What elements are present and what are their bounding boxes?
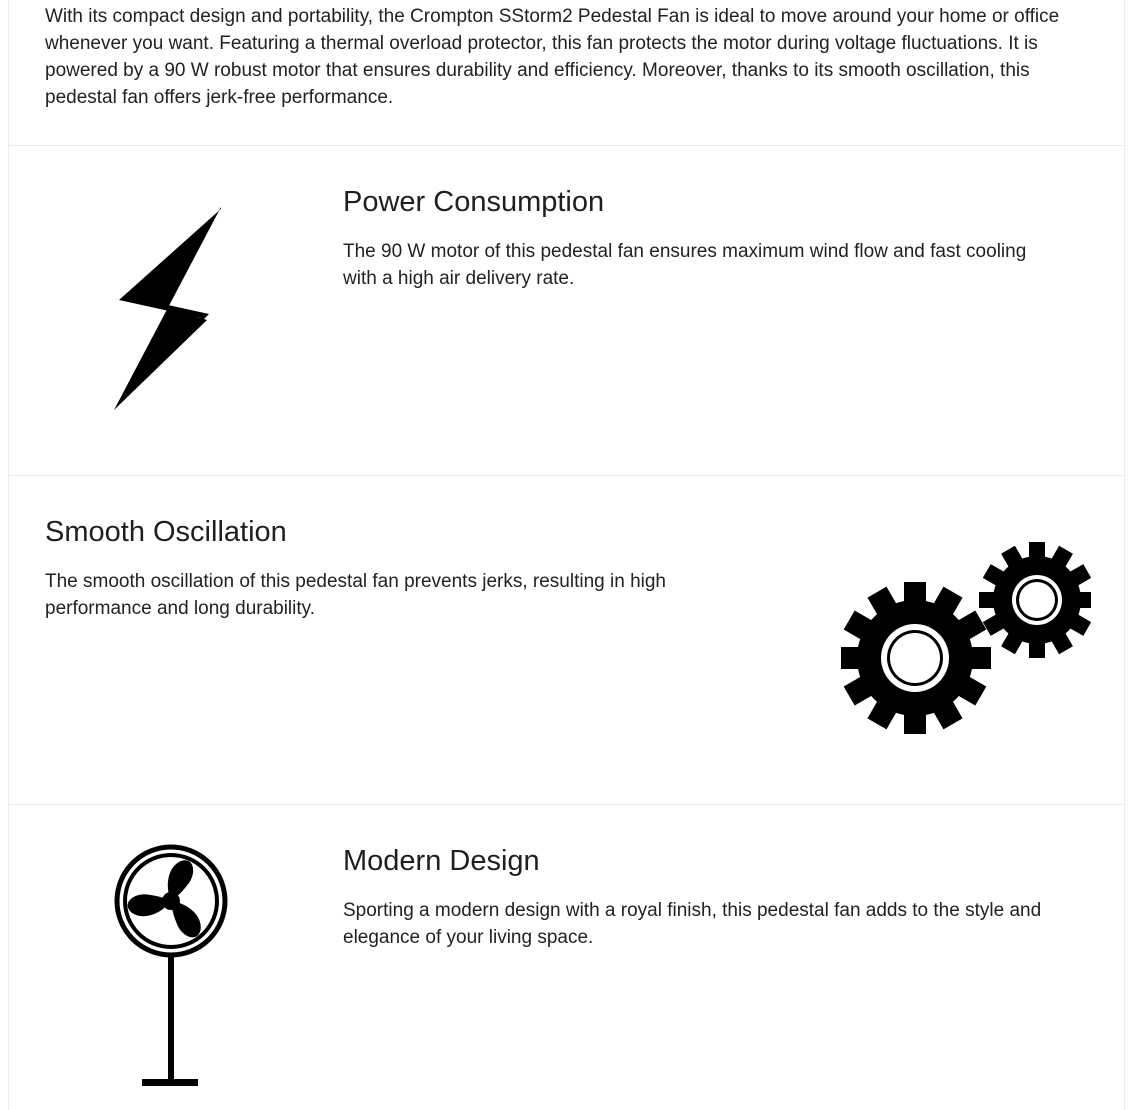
intro-paragraph: With its compact design and portability, the Crompton SStorm2 Pedestal Fan is ideal to move around your home or office whenever you want. Featuring a thermal overload protector, this fan protects the motor during voltage fluctuations. It is powered by a 90 W robust motor that ensures durability and efficiency. Moreover, thanks to its smooth oscillation, this pedestal fan offers jerk-free performance. <box>45 6 1060 108</box>
feature-title: Smooth Oscillation <box>45 516 287 548</box>
pedestal-fan-icon <box>113 843 229 1089</box>
feature-modern-design <box>9 805 1124 1110</box>
feature-description: Sporting a modern design with a royal finish, this pedestal fan adds to the style and elegance of your living space. <box>343 900 1042 948</box>
feature-title: Modern Design <box>343 845 540 877</box>
feature-description: The smooth oscillation of this pedestal fan prevents jerks, resulting in high performance and long durability. <box>45 571 666 619</box>
lightning-bolt-icon <box>109 204 221 410</box>
product-description-panel <box>8 0 1125 1110</box>
gears-icon <box>841 540 1091 734</box>
feature-description: The 90 W motor of this pedestal fan ensures maximum wind flow and fast cooling with a high air delivery rate. <box>343 241 1027 289</box>
feature-power-consumption <box>9 146 1124 475</box>
feature-smooth-oscillation <box>9 476 1124 804</box>
feature-title: Power Consumption <box>343 186 605 218</box>
